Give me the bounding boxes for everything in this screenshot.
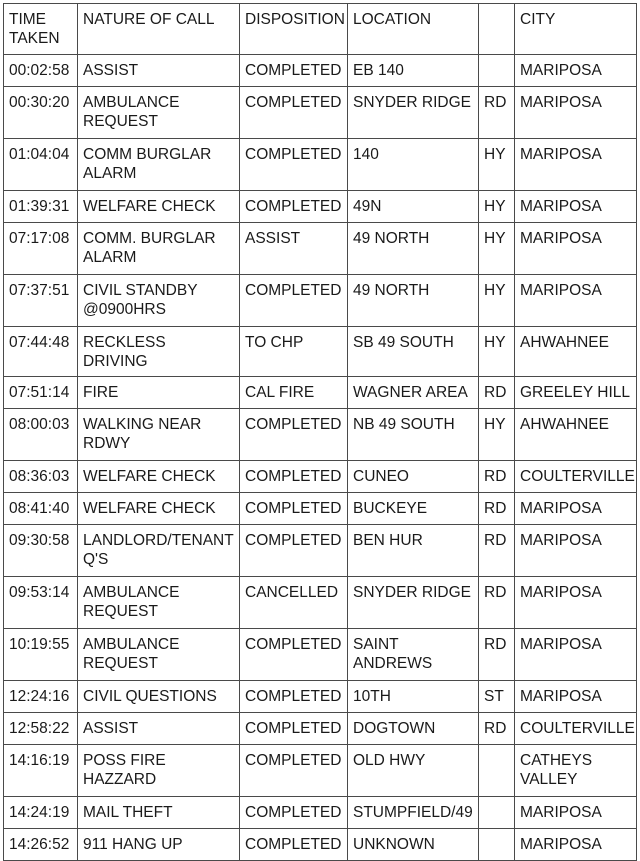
cell-street-suffix: HY <box>479 139 515 191</box>
cell-city: MARIPOSA <box>515 493 637 525</box>
cell-city: CATHEYS VALLEY <box>515 745 637 797</box>
cell-street-suffix <box>479 55 515 87</box>
table-row <box>4 275 637 327</box>
cell-location: UNKNOWN <box>348 829 479 861</box>
cell-location: 10TH <box>348 681 479 713</box>
cell-street-suffix: RD <box>479 577 515 629</box>
cell-street-suffix: RD <box>479 493 515 525</box>
cell-city: MARIPOSA <box>515 191 637 223</box>
table-row <box>4 327 637 377</box>
cell-location: 49 NORTH <box>348 223 479 275</box>
cell-time: 08:41:40 <box>4 493 78 525</box>
cell-city: COULTERVILLE <box>515 713 637 745</box>
cell-city: COULTERVILLE <box>515 461 637 493</box>
cell-nature-of-call: ASSIST <box>78 713 240 745</box>
cell-time: 09:30:58 <box>4 525 78 577</box>
cell-nature-of-call: AMBULANCE REQUEST <box>78 577 240 629</box>
header-time: TIME TAKEN <box>4 4 78 55</box>
cell-city: GREELEY HILL <box>515 377 637 409</box>
cell-street-suffix: RD <box>479 713 515 745</box>
cell-disposition: COMPLETED <box>240 797 348 829</box>
cell-nature-of-call: RECKLESS DRIVING <box>78 327 240 377</box>
cell-nature-of-call: CIVIL QUESTIONS <box>78 681 240 713</box>
cell-street-suffix: RD <box>479 629 515 681</box>
cell-time: 12:58:22 <box>4 713 78 745</box>
cell-location: 49 NORTH <box>348 275 479 327</box>
cell-disposition: COMPLETED <box>240 275 348 327</box>
cell-time: 14:16:19 <box>4 745 78 797</box>
table-row <box>4 829 637 861</box>
cell-nature-of-call: ASSIST <box>78 55 240 87</box>
cell-disposition: COMPLETED <box>240 525 348 577</box>
cell-nature-of-call: COMM. BURGLAR ALARM <box>78 223 240 275</box>
cell-disposition: ASSIST <box>240 223 348 275</box>
cell-location: 140 <box>348 139 479 191</box>
cell-disposition: COMPLETED <box>240 55 348 87</box>
cell-street-suffix: RD <box>479 461 515 493</box>
cell-disposition: COMPLETED <box>240 713 348 745</box>
cell-location: SB 49 SOUTH <box>348 327 479 377</box>
table-row <box>4 525 637 577</box>
cell-street-suffix: RD <box>479 377 515 409</box>
table-row <box>4 191 637 223</box>
table-row <box>4 55 637 87</box>
cell-time: 12:24:16 <box>4 681 78 713</box>
cell-nature-of-call: AMBULANCE REQUEST <box>78 87 240 139</box>
cell-location: WAGNER AREA <box>348 377 479 409</box>
cell-city: MARIPOSA <box>515 525 637 577</box>
cell-city: AHWAHNEE <box>515 327 637 377</box>
cell-nature-of-call: WELFARE CHECK <box>78 493 240 525</box>
cell-location: OLD HWY <box>348 745 479 797</box>
cell-disposition: COMPLETED <box>240 681 348 713</box>
cell-location: SAINT ANDREWS <box>348 629 479 681</box>
table-row <box>4 377 637 409</box>
header-row <box>4 4 637 55</box>
cell-time: 14:24:19 <box>4 797 78 829</box>
cell-disposition: TO CHP <box>240 327 348 377</box>
cell-location: EB 140 <box>348 55 479 87</box>
cell-disposition: CANCELLED <box>240 577 348 629</box>
header-nature: NATURE OF CALL <box>78 4 240 55</box>
cell-city: MARIPOSA <box>515 681 637 713</box>
cell-disposition: COMPLETED <box>240 745 348 797</box>
cell-city: MARIPOSA <box>515 797 637 829</box>
cell-nature-of-call: WELFARE CHECK <box>78 191 240 223</box>
cell-nature-of-call: CIVIL STANDBY @0900HRS <box>78 275 240 327</box>
table-row <box>4 223 637 275</box>
cell-nature-of-call: COMM BURGLAR ALARM <box>78 139 240 191</box>
cell-city: MARIPOSA <box>515 275 637 327</box>
cell-nature-of-call: WELFARE CHECK <box>78 461 240 493</box>
cell-city: MARIPOSA <box>515 87 637 139</box>
cell-location: DOGTOWN <box>348 713 479 745</box>
cell-city: MARIPOSA <box>515 223 637 275</box>
cell-nature-of-call: LANDLORD/TENANT Q'S <box>78 525 240 577</box>
table-row <box>4 681 637 713</box>
cell-street-suffix <box>479 829 515 861</box>
cell-time: 07:51:14 <box>4 377 78 409</box>
cell-disposition: COMPLETED <box>240 493 348 525</box>
cell-city: AHWAHNEE <box>515 409 637 461</box>
cell-disposition: COMPLETED <box>240 409 348 461</box>
cell-city: MARIPOSA <box>515 55 637 87</box>
table-row <box>4 409 637 461</box>
cell-street-suffix <box>479 745 515 797</box>
cell-disposition: COMPLETED <box>240 461 348 493</box>
cell-city: MARIPOSA <box>515 829 637 861</box>
cell-location: 49N <box>348 191 479 223</box>
cell-location: NB 49 SOUTH <box>348 409 479 461</box>
cell-time: 00:30:20 <box>4 87 78 139</box>
cell-street-suffix: RD <box>479 525 515 577</box>
table-row <box>4 493 637 525</box>
cell-street-suffix: HY <box>479 275 515 327</box>
cell-city: MARIPOSA <box>515 577 637 629</box>
cell-street-suffix <box>479 797 515 829</box>
cell-location: CUNEO <box>348 461 479 493</box>
table-row <box>4 629 637 681</box>
table-row <box>4 87 637 139</box>
cell-location: STUMPFIELD/49 <box>348 797 479 829</box>
cell-time: 08:36:03 <box>4 461 78 493</box>
cell-street-suffix: HY <box>479 409 515 461</box>
header-location: LOCATION <box>348 4 479 55</box>
cell-street-suffix: HY <box>479 223 515 275</box>
cell-location: SNYDER RIDGE <box>348 577 479 629</box>
cell-location: SNYDER RIDGE <box>348 87 479 139</box>
table-row <box>4 797 637 829</box>
cell-location: BUCKEYE <box>348 493 479 525</box>
cell-disposition: CAL FIRE <box>240 377 348 409</box>
cell-time: 00:02:58 <box>4 55 78 87</box>
table-row <box>4 713 637 745</box>
cell-street-suffix: HY <box>479 327 515 377</box>
cell-time: 07:44:48 <box>4 327 78 377</box>
cell-city: MARIPOSA <box>515 629 637 681</box>
cell-time: 01:39:31 <box>4 191 78 223</box>
cell-nature-of-call: MAIL THEFT <box>78 797 240 829</box>
cell-disposition: COMPLETED <box>240 87 348 139</box>
table-row <box>4 577 637 629</box>
cell-time: 14:26:52 <box>4 829 78 861</box>
table-row <box>4 745 637 797</box>
cell-disposition: COMPLETED <box>240 829 348 861</box>
header-disposition: DISPOSITION <box>240 4 348 55</box>
header-suffix <box>479 4 515 55</box>
cell-disposition: COMPLETED <box>240 191 348 223</box>
cell-street-suffix: RD <box>479 87 515 139</box>
cell-nature-of-call: WALKING NEAR RDWY <box>78 409 240 461</box>
cell-time: 07:17:08 <box>4 223 78 275</box>
cell-time: 07:37:51 <box>4 275 78 327</box>
cell-city: MARIPOSA <box>515 139 637 191</box>
cell-nature-of-call: FIRE <box>78 377 240 409</box>
table-row <box>4 461 637 493</box>
table-row <box>4 139 637 191</box>
cell-time: 09:53:14 <box>4 577 78 629</box>
header-city: CITY <box>515 4 637 55</box>
cell-nature-of-call: 911 HANG UP <box>78 829 240 861</box>
cell-street-suffix: HY <box>479 191 515 223</box>
cell-time: 08:00:03 <box>4 409 78 461</box>
cell-time: 10:19:55 <box>4 629 78 681</box>
call-log-table <box>3 3 637 861</box>
cell-nature-of-call: POSS FIRE HAZZARD <box>78 745 240 797</box>
cell-time: 01:04:04 <box>4 139 78 191</box>
cell-disposition: COMPLETED <box>240 139 348 191</box>
cell-location: BEN HUR <box>348 525 479 577</box>
cell-disposition: COMPLETED <box>240 629 348 681</box>
cell-nature-of-call: AMBULANCE REQUEST <box>78 629 240 681</box>
cell-street-suffix: ST <box>479 681 515 713</box>
